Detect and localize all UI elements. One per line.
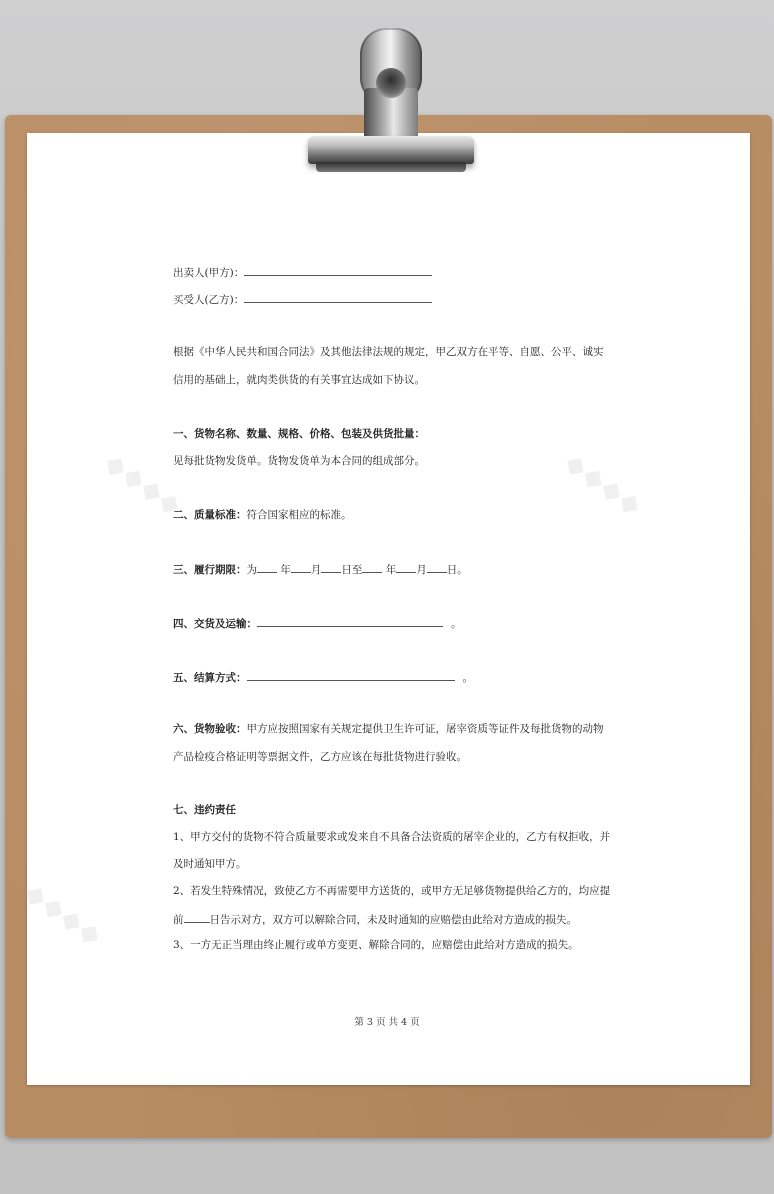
section-6-line-2: 产品检疫合格证明等票据文件，乙方应该在每批货物进行验收。 bbox=[173, 751, 467, 763]
section-2-row bbox=[173, 510, 352, 521]
section-5-heading: 五、结算方式： bbox=[173, 672, 247, 684]
term-part: 年 bbox=[280, 564, 291, 576]
section-5-row bbox=[173, 671, 473, 684]
section-7-item-2b bbox=[173, 913, 577, 926]
section-4-end: 。 bbox=[451, 618, 462, 630]
section-1-body: 见每批货物发货单。货物发货单为本合同的组成部分。 bbox=[173, 455, 425, 467]
term-blank bbox=[362, 563, 382, 573]
section-4-row bbox=[173, 617, 462, 630]
buyer-label: 买受人(乙方)： bbox=[173, 294, 245, 306]
section-7-item-3: 3、一方无正当理由终止履行或单方变更、解除合同的，应赔偿由此给对方造成的损失。 bbox=[173, 939, 579, 951]
term-part: 年 bbox=[385, 564, 397, 576]
term-part: 日至 bbox=[341, 564, 363, 576]
delivery-blank bbox=[257, 617, 443, 627]
term-part: 月 bbox=[310, 564, 322, 576]
section-4-heading: 四、交货及运输： bbox=[173, 618, 257, 630]
intro-line-2: 信用的基础上，就肉类供货的有关事宜达成如下协议。 bbox=[173, 374, 425, 386]
term-blank bbox=[291, 563, 311, 573]
seller-row bbox=[173, 266, 432, 279]
section-5-end: 。 bbox=[462, 672, 473, 684]
notice-days-blank bbox=[184, 913, 210, 923]
buyer-row bbox=[173, 293, 432, 306]
section-7-heading: 七、违约责任 bbox=[173, 804, 236, 816]
term-blank bbox=[396, 563, 416, 573]
settlement-blank bbox=[247, 671, 455, 681]
section-3-heading: 三、履行期限： bbox=[173, 564, 247, 576]
intro-line-1: 根据《中华人民共和国合同法》及其他法律法规的规定，甲乙双方在平等、自愿、公平、诚实 bbox=[173, 346, 604, 358]
section-6-line-1: 甲方应按照国家有关规定提供卫生许可证，屠宰资质等证件及每批货物的动物 bbox=[246, 723, 604, 735]
section-6-row bbox=[173, 724, 604, 735]
section-1-heading: 一、货物名称、数量、规格、价格、包装及供货批量： bbox=[173, 428, 425, 440]
binder-clip bbox=[306, 24, 476, 178]
section-7-item-1a: 1、甲方交付的货物不符合质量要求或发来自不具备合法资质的屠宰企业的，乙方有权拒收，并 bbox=[173, 831, 611, 843]
section-2-heading: 二、质量标准： bbox=[173, 509, 247, 521]
section-7-item-2b-pre: 前 bbox=[173, 914, 184, 926]
seller-label: 出卖人(甲方)： bbox=[173, 267, 245, 279]
term-blank bbox=[257, 563, 277, 573]
page-number-footer: 第 3 页 共 4 页 bbox=[354, 1017, 420, 1028]
section-7-item-1b: 及时通知甲方。 bbox=[173, 858, 247, 870]
term-part: 日。 bbox=[446, 564, 468, 576]
section-6-heading: 六、货物验收： bbox=[173, 723, 247, 735]
buyer-blank bbox=[244, 293, 432, 303]
seller-blank bbox=[244, 266, 432, 276]
section-7-item-2a: 2、若发生特殊情况，致使乙方不再需要甲方送货的，或甲方无足够货物提供给乙方的，均应提 bbox=[173, 885, 611, 897]
term-blank bbox=[427, 563, 447, 573]
term-part: 月 bbox=[416, 564, 427, 576]
term-part: 为 bbox=[246, 564, 257, 576]
term-blank bbox=[321, 563, 341, 573]
section-3-row bbox=[173, 563, 468, 576]
section-7-item-2b-post: 日告示对方，双方可以解除合同，未及时通知的应赔偿由此给对方造成的损失。 bbox=[209, 914, 577, 926]
section-2-body: 符合国家相应的标准。 bbox=[246, 509, 352, 521]
